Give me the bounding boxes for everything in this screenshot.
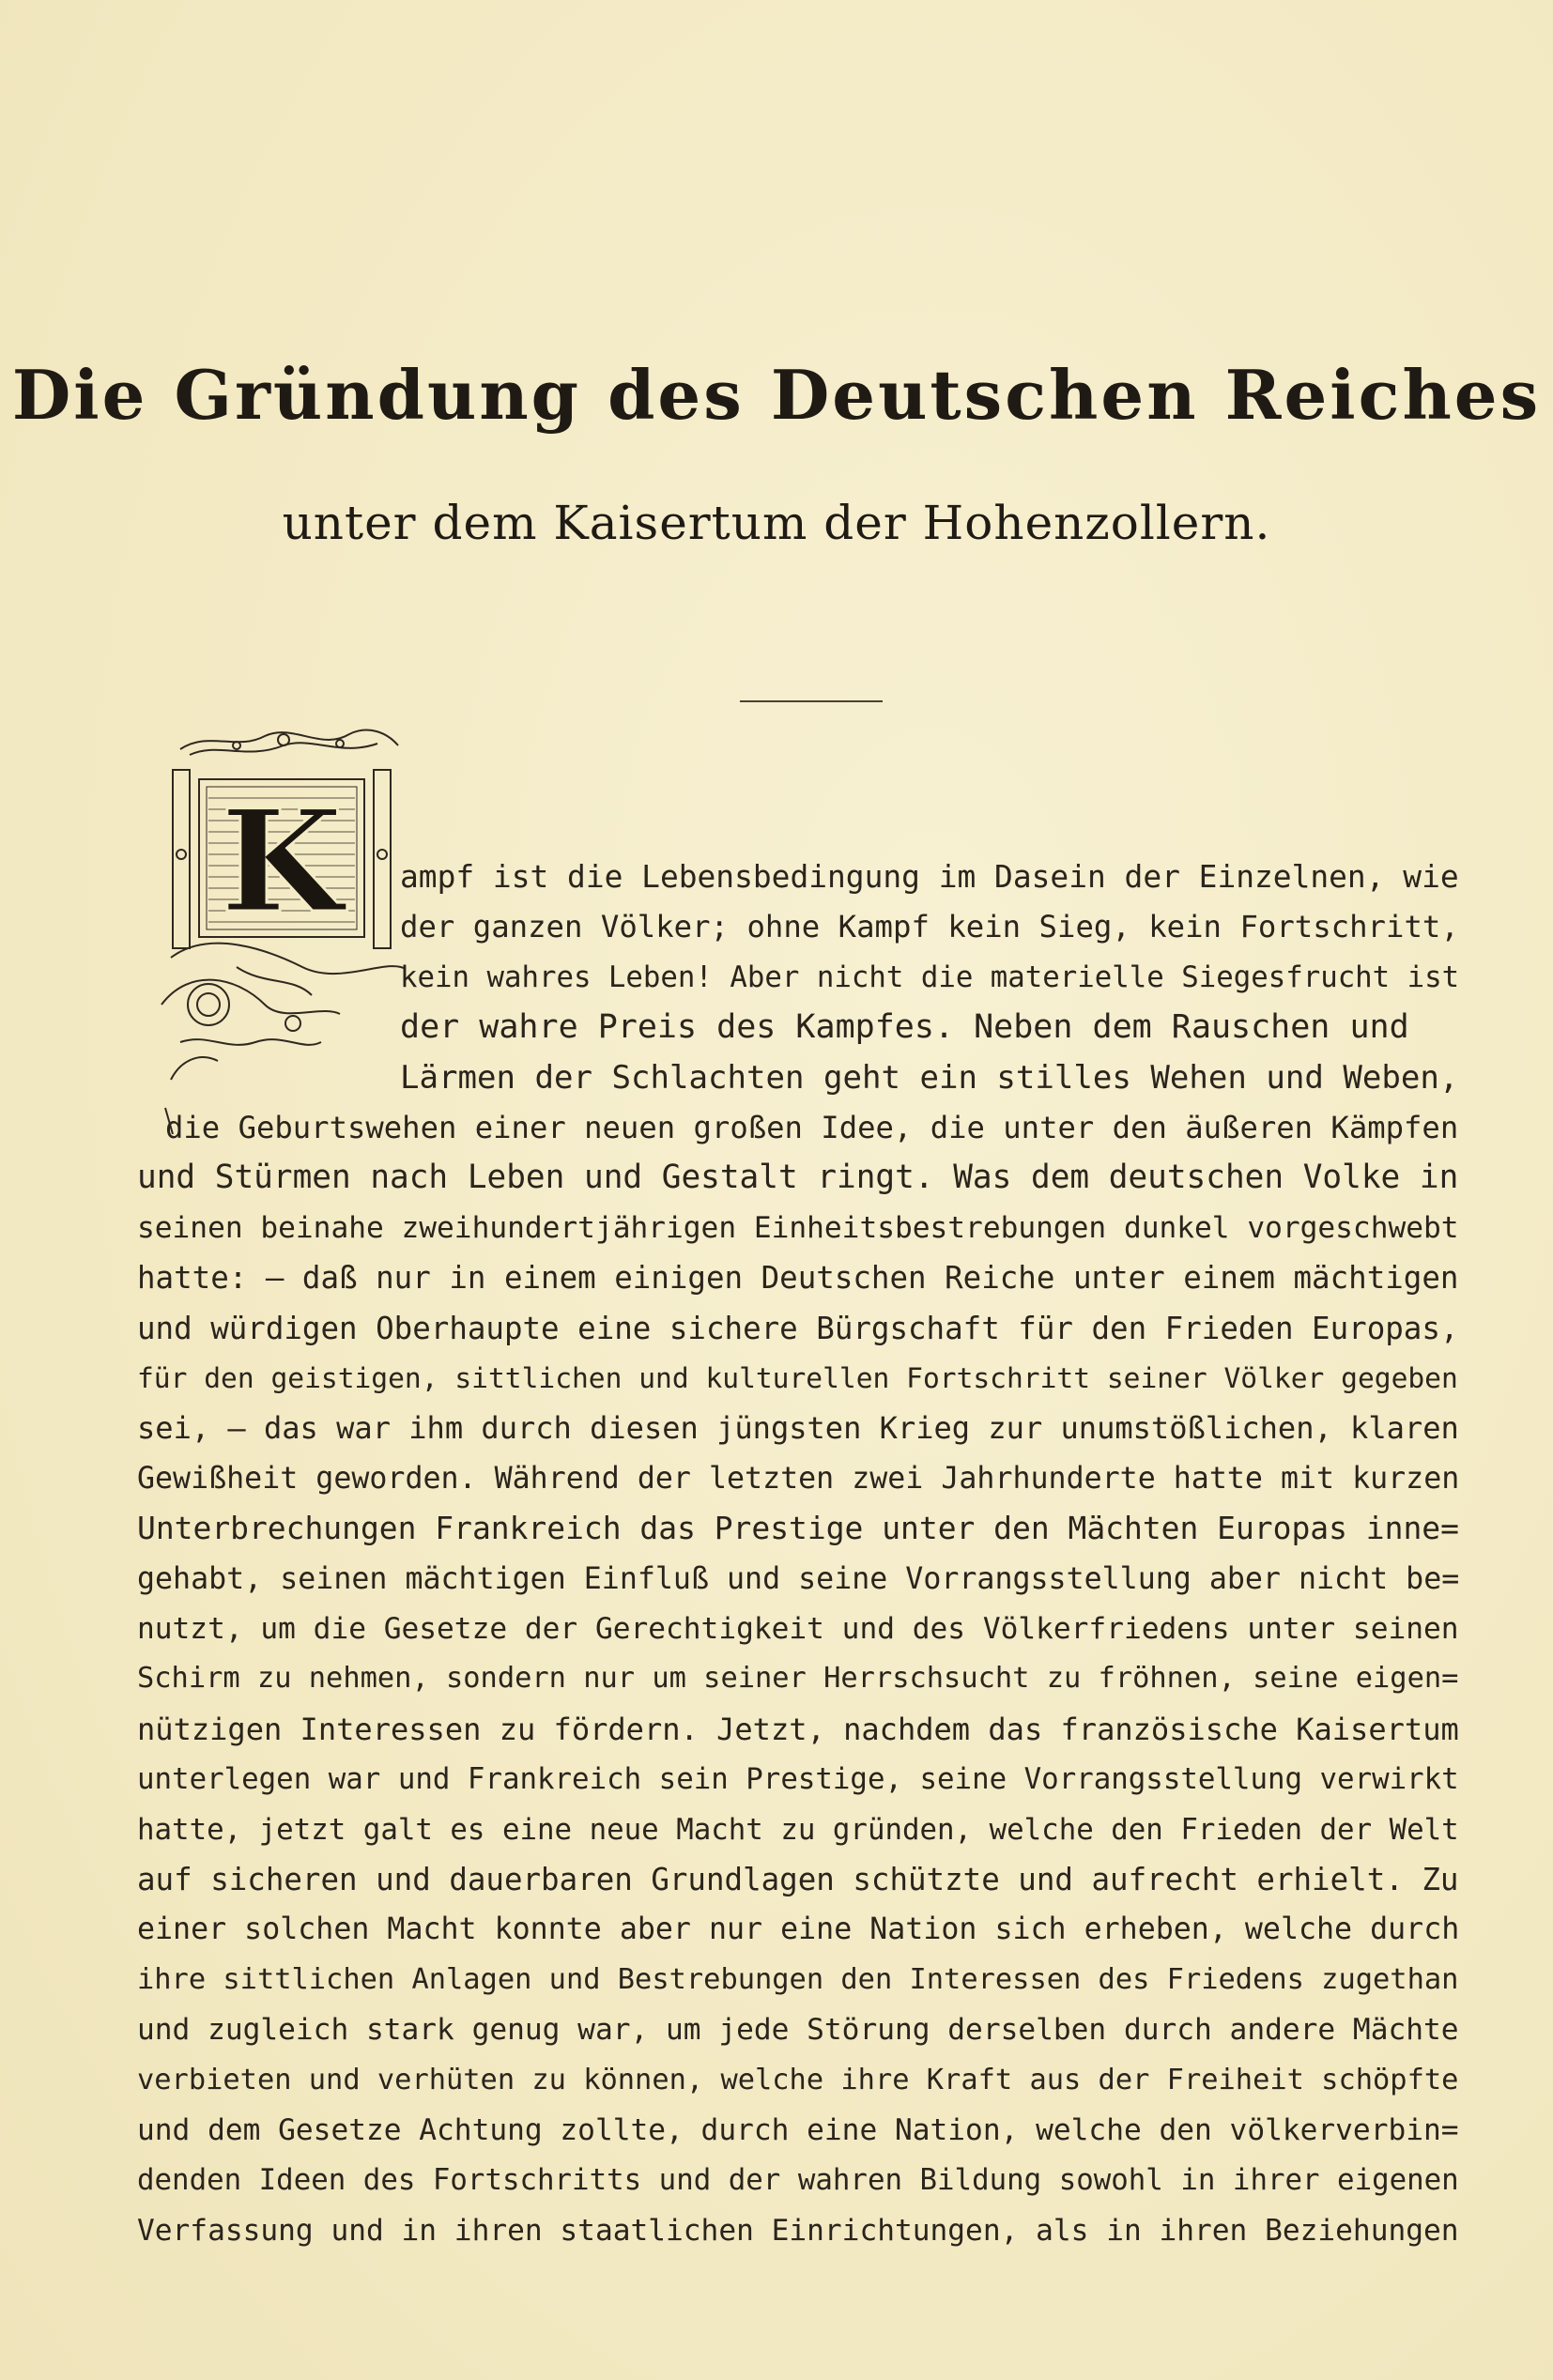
section-divider [740,700,883,702]
body-line: einer solchen Macht konnte aber nur eine Nation sich erheben, welche durch [137,1912,1459,1946]
body-line: und Stürmen nach Leben und Gestalt ringt. Was dem deutschen Volke in [137,1159,1459,1196]
body-line: und dem Gesetze Achtung zollte, durch eine Nation, welche den völkerverbin= [137,2113,1459,2147]
body-line: kein wahres Leben! Aber nicht die materielle Siegesfrucht ist [400,960,1459,994]
body-line: und zugleich stark genug war, um jede Störung derselben durch andere Mächte [137,2013,1459,2047]
body-line: der wahre Preis des Kampfes. Neben dem Rauschen und [400,1008,1409,1046]
body-line: Schirm zu nehmen, sondern nur um seiner Herrschsucht zu fröhnen, seine eigen= [137,1662,1459,1695]
body-line: gehabt, seinen mächtigen Einfluß und seine Vorrangsstellung aber nicht be= [137,1562,1459,1596]
body-line: seinen beinahe zweihundertjährigen Einheitsbestrebungen dunkel vorgeschwebt [137,1211,1459,1245]
body-line: Unterbrechungen Frankreich das Prestige unter den Mächten Europas inne= [137,1510,1459,1546]
body-line: der ganzen Völker; ohne Kampf kein Sieg, kein Fortschritt, [400,909,1459,944]
body-line: auf sicheren und dauerbaren Grundlagen schützte und aufrecht erhielt. Zu [137,1862,1459,1897]
body-line: für den geistigen, sittlichen und kulturellen Fortschritt seiner Völker gegeben [137,1362,1458,1394]
body-line: nützigen Interessen zu fördern. Jetzt, nachdem das französische Kaisertum [137,1712,1459,1747]
page-title: Die Gründung des Deutschen Reiches [11,355,1542,435]
body-line: sei, — das war ihm durch diesen jüngsten Krieg zur unumstößlichen, klaren [137,1410,1459,1446]
body-line: unterlegen war und Frankreich sein Prestige, seine Vorrangsstellung verwirkt [137,1762,1459,1796]
body-line: hatte: — daß nur in einem einigen Deutschen Reiche unter einem mächtigen [137,1260,1459,1296]
body-line: Lärmen der Schlachten geht ein stilles Wehen und Weben, [400,1059,1459,1097]
body-line: die Geburtswehen einer neuen großen Idee, die unter den äußeren Kämpfen [165,1110,1459,1145]
page-subtitle: unter dem Kaisertum der Hohenzollern. [282,496,1271,550]
body-line: hatte, jetzt galt es eine neue Macht zu gründen, welche den Frieden der Welt [137,1813,1459,1847]
body-line: nutzt, um die Gesetze der Gerechtigkeit und des Völkerfriedens unter seinen [137,1612,1459,1646]
initial-letter: K [220,779,344,944]
body-line: und würdigen Oberhaupte eine sichere Bürgschaft für den Frieden Europas, [137,1311,1459,1346]
body-line: ihre sittlichen Anlagen und Bestrebungen den Interessen des Friedens zugethan [137,1963,1459,1996]
body-line: Gewißheit geworden. Während der letzten zwei Jahrhunderte hatte mit kurzen [137,1462,1459,1496]
body-line: verbieten und verhüten zu können, welche ihre Kraft aus der Freiheit schöpfte [137,2064,1459,2096]
body-line: denden Ideen des Fortschritts und der wahren Bildung sowohl in ihrer eigenen [137,2163,1459,2197]
body-line-first: ampf ist die Lebensbedingung im Dasein der Einzelnen, wie [400,858,1459,895]
ornate-initial-k-icon [152,723,417,1134]
body-line: Verfassung und in ihren staatlichen Einrichtungen, als in ihren Beziehungen [137,2214,1459,2248]
